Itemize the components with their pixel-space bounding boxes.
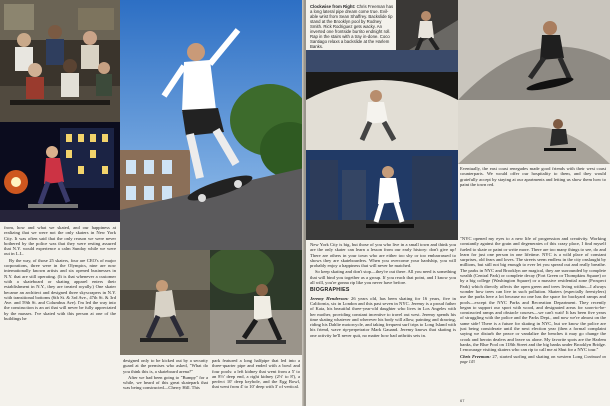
skater-ollie-photo [120,0,304,250]
paragraph-4: After we had been going to "Bumpy" for a while, we heard of this great skatepark that was being constructed—Cherry Hill. This [123,374,208,391]
night-grind-photo [0,122,120,222]
paragraph-2: By the way, of those 25 skaters, four are CEO's of major corporations, three were in the Olympics, nine are now internationally known artists and six opened businesses in N.Y. that are still operating. (It is that whenever a customer with a skateboard or skating apparel enters their establishment in N.Y., they are treated royally.) One skater became an architect and designed three skyscrapers in N.Y. with transitional bottoms (6th St. & 3rd Ave., 47th St. & 3rd Ave. and 59th St. and Columbus Ave). I'm led the way into the construction is an art that will never be fully appreciated by the masses. I've skated with this person at one of the buildings he [4,257,116,322]
page-number: 67 [460,398,465,403]
left-page [0,0,304,406]
bio-chris-text: 27, started surfing and skating on western Long [492,353,583,359]
body-text-column-2 [123,358,208,404]
right-paragraph-2: New York City is big, but those of you who live in a small town and think you are the only skater can learn a lesson from our early history: don't give up! There are others in your town who are either too shy or too embarrassed to shows they are skateboarders. When you overcome your hardship, you will probably enjoy a happiness that will never be matched. [310,242,456,269]
continued-note: Continued on page 143 [460,353,606,364]
paragraph-3: designed only to be kicked out by a security guard at the premises who asked, "What do you think this is, a skateboard arena?" [123,358,208,374]
right-body-text-top [460,166,606,236]
bio-jeremy-name: Jeremy Henderson: [310,295,349,301]
lateral-pipe-photo [306,50,458,150]
bio-chris [460,354,606,365]
paragraph-5: park featured a long halfpipe that led into a three-quarter pipe and ended with a bowl and four pools: a left kidney that went from a 5' to an 8½' deep end, a right kidney (2½' to 8'), a perfect 10' deep keyhole, and the Egg Bowl, that went from 4' to 10' deep with 3' of vertical. [212,358,300,390]
pool-carve-photo [458,100,610,164]
crew-group-photo [0,0,120,122]
body-text-column-1 [4,225,116,403]
wall-skater-photo [120,250,210,355]
backslide-photo [458,0,610,100]
biographies-heading: BIOGRAPHIES [310,287,350,294]
right-paragraph-1: Eventually, the east coast renegades made good friends with their west coast counterparts. We would offer our hospitality to them, and they would gratefully accept by staying at our apartments and letting us show them how to paint the town red. [460,166,606,187]
body-text-column-3 [212,358,300,404]
right-page [306,0,610,406]
caption-heading: Clockwise from Right: [310,4,356,9]
paragraph-1: from, how and what we skated, and our happiness at realizing that we were not the only skaters in New York City. It was often said that the only reason we were never bothered by the police was that they were resting assured that N.Y. would experience a calm Sunday while we were out in L.L. [4,225,116,257]
bio-jeremy-quote: "NYC opened my eyes to a new life of progression and creativity. Working constantly against the grain and degenerates of this crazy place, I find myself fueled to skate or paint or write more. There are too many things to see, do and learn for just one person in one lifetime. NYC is a wild place of constant surprises, old fears and loves. The streets seem endless in the city onslaught by millions, but still not big enough to ever let you spread out and really breathe. The parks in NYC and Brooklyn are magical, they are surrounded by complete wealth (Central Park) or complete decay (Fort Green or Thompkins Square) or by a big college (Washington Square) or a massive residential zone (Prospect Park) which directly affects the open green and trees living within—I always wonder how trees can live in such pollution. Skaters (especially freestylers) use the parks here a lot because no one has the space for backyard ramps and pools—except the NYC Parks and Recreation Department. They recently began to support our sport with wood, and designated areas for soon-to-be-constructed ramps and obstacle courses—we can't wait! It has been five years of struggling with the police and the Parks Dept., and now we're almost on the same side! There is a future for skating in NYC, but we know the police are just being considerate until the next election year (then a formal complaint saying we disturb the peace or vandalize the benches it may go change the crook and heroin dealers and leave us alone. My favorite spots are the Harlem banks, the Blue Pool on 118th Street and the big banks under Brooklyn Bridge. I encourage visiting skaters who can rip to call me at Shut for a NYC tour." [460,236,606,353]
right-body-text-column-1 [310,242,456,402]
right-paragraph-3: So keep skating and don't stop—they're out there. All you need is something that will bind you together as a group. If you reach that point, and I know you all will, you're gonna rip like you never have before. [310,269,456,286]
bio-chris-name: Chris Freeman: [460,353,491,359]
bio-jeremy [310,296,456,338]
caption-text: Chris Freeman has a long lateral pipe dream come true. Evil-able wrist from Sean Shaffrey. Backslide tip stand at the Brooklyn pool by Rodney Smith. Rick Rodriguez gets wacky. An inverted one frontside burrito endnight roll. Rap in the stairs with a tray in-done. Coco Santiago relaxs a backslide at the Harlem Banks. [310,4,394,49]
ramp-skater-photo [306,150,458,240]
bio-jeremy-text: 26 years old, has been skating for 16 years, five in California, six in London and this past seven in NYC. Jeremy is a proud father of Kaia, his beautiful three-year-old daughter who lives in Los Angeles with her mother, providing constant incentive to travel out west. Jeremy spends his time skating whatever and wherever his body will allow, painting and drawing, riding his Dahlie motorcycle, and taking frequent surf trips to Long Island with his friend, wave rip-perpetrator Mark Gauand. Jeremy knows that skating is one activity he'll never quit, no matter how bad arthritis sets in. [310,295,456,338]
right-body-text-column-2 [460,236,606,392]
photo-caption [310,4,394,50]
street-skater-photo [210,250,304,355]
